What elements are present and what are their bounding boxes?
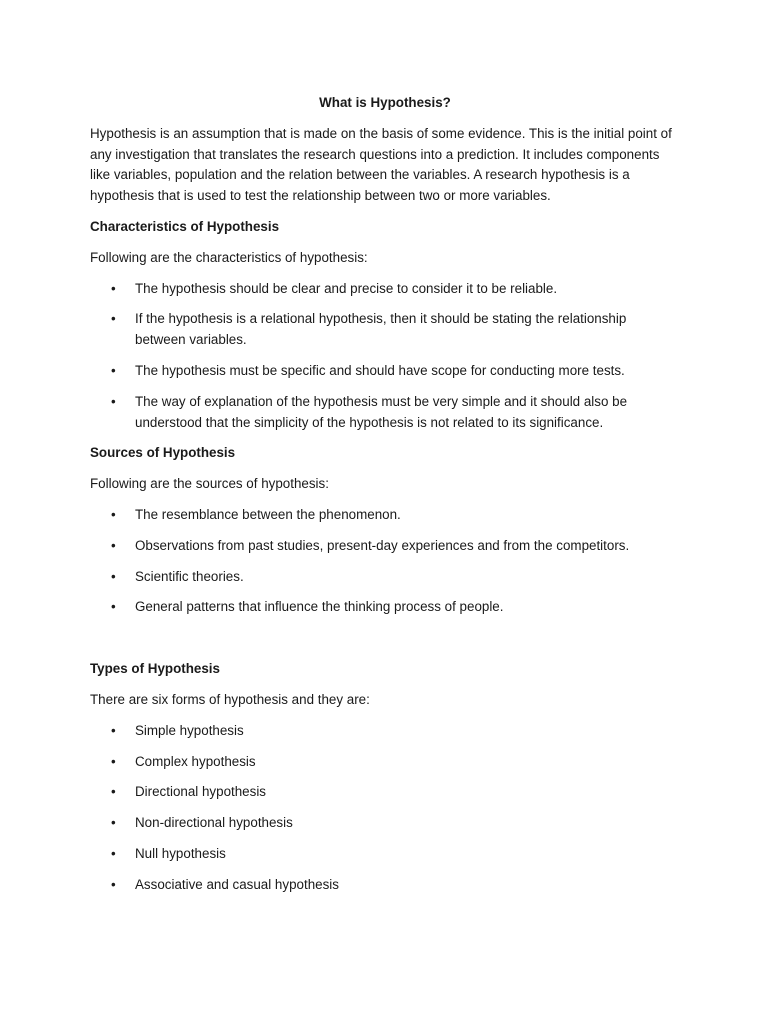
sources-lead: Following are the sources of hypothesis: bbox=[90, 476, 329, 492]
characteristics-lead: Following are the characteristics of hypothesis: bbox=[90, 249, 368, 265]
list-item-text: Scientific theories. bbox=[135, 568, 244, 584]
list-item bbox=[90, 536, 680, 557]
list-item-text: Complex hypothesis bbox=[135, 753, 256, 769]
document-body bbox=[90, 93, 680, 906]
types-lead: There are six forms of hypothesis and they are: bbox=[90, 691, 370, 707]
bullet-icon: • bbox=[111, 311, 116, 327]
section-spacer bbox=[90, 628, 680, 659]
list-item bbox=[90, 875, 680, 896]
list-item bbox=[90, 752, 680, 773]
list-item-text: Null hypothesis bbox=[135, 845, 226, 861]
list-item-text: The way of explanation of the hypothesis must be very simple and it should also be understood that the simplicity of the hypothesis is not related to its significance. bbox=[135, 393, 628, 430]
list-item bbox=[90, 597, 680, 618]
list-item-text: Observations from past studies, present-day experiences and from the competitors. bbox=[135, 537, 630, 553]
list-item bbox=[90, 813, 680, 834]
list-item-text: Simple hypothesis bbox=[135, 722, 244, 738]
sources-heading: Sources of Hypothesis bbox=[90, 445, 236, 461]
list-item-text: If the hypothesis is a relational hypothesis, then it should be stating the relationship between variables. bbox=[135, 311, 627, 348]
bullet-icon: • bbox=[111, 722, 116, 738]
list-item bbox=[90, 505, 680, 526]
bullet-icon: • bbox=[111, 599, 116, 615]
list-item bbox=[90, 392, 680, 434]
list-item-text: The resemblance between the phenomenon. bbox=[135, 506, 401, 522]
bullet-icon: • bbox=[111, 815, 116, 831]
intro-paragraph: Hypothesis is an assumption that is made on the basis of some evidence. This is the initial point of any investigation that translates the research questions into a prediction. It includes components like variables, population and the relation between the variables. A research hypothesis is a hypothesis that is used to test the relationship between two or more variables. bbox=[90, 125, 672, 204]
bullet-icon: • bbox=[111, 393, 116, 409]
bullet-icon: • bbox=[111, 362, 116, 378]
list-item bbox=[90, 309, 680, 351]
document-title: What is Hypothesis? bbox=[319, 95, 451, 110]
bullet-icon: • bbox=[111, 753, 116, 769]
list-item-text: Directional hypothesis bbox=[135, 784, 266, 800]
list-item-text: Associative and casual hypothesis bbox=[135, 876, 339, 892]
list-item bbox=[90, 721, 680, 742]
list-item bbox=[90, 567, 680, 588]
list-item bbox=[90, 844, 680, 865]
characteristics-heading: Characteristics of Hypothesis bbox=[90, 218, 280, 234]
list-item bbox=[90, 361, 680, 382]
bullet-icon: • bbox=[111, 568, 116, 584]
bullet-icon: • bbox=[111, 784, 116, 800]
sources-list bbox=[90, 505, 680, 618]
list-item-text: Non-directional hypothesis bbox=[135, 815, 293, 831]
types-heading: Types of Hypothesis bbox=[90, 661, 220, 677]
list-item-text: The hypothesis should be clear and precise to consider it to be reliable. bbox=[135, 280, 558, 296]
bullet-icon: • bbox=[111, 845, 116, 861]
bullet-icon: • bbox=[111, 537, 116, 553]
bullet-icon: • bbox=[111, 280, 116, 296]
list-item-text: General patterns that influence the thinking process of people. bbox=[135, 599, 504, 615]
types-list bbox=[90, 721, 680, 896]
list-item bbox=[90, 279, 680, 300]
list-item bbox=[90, 782, 680, 803]
bullet-icon: • bbox=[111, 506, 116, 522]
bullet-icon: • bbox=[111, 876, 116, 892]
characteristics-list bbox=[90, 279, 680, 434]
list-item-text: The hypothesis must be specific and should have scope for conducting more tests. bbox=[135, 362, 625, 378]
